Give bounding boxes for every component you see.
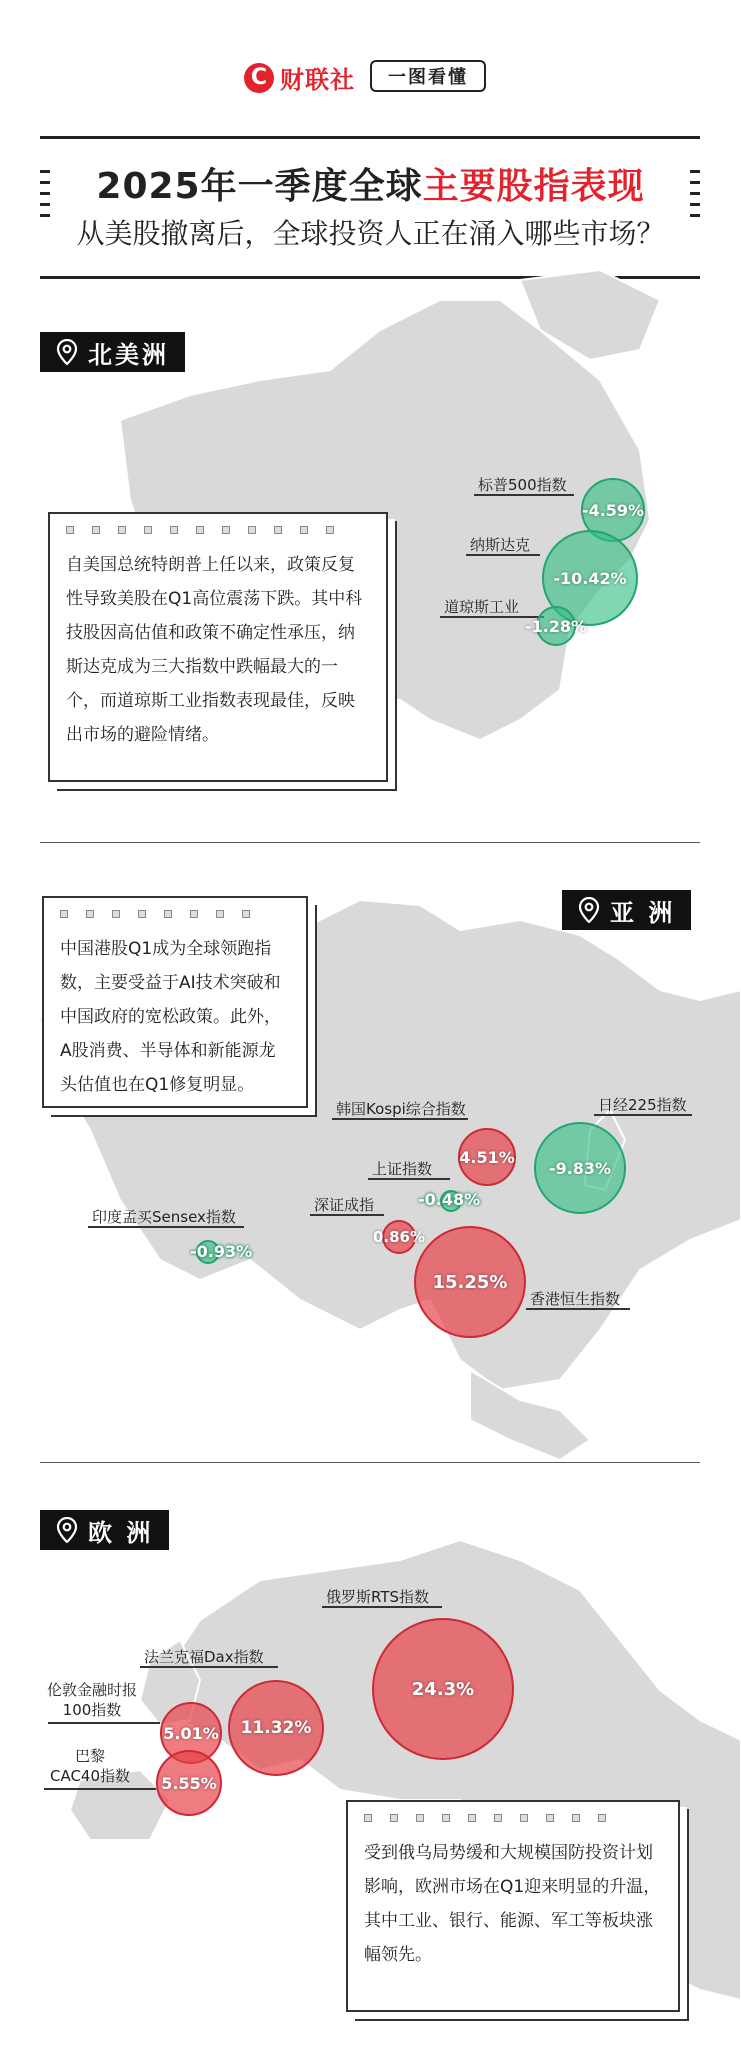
label-cac40 [40, 1746, 140, 1786]
cls-logo-text: 财联社 [280, 66, 355, 94]
label-line [594, 1114, 692, 1116]
header-tag: 一图看懂 [370, 60, 486, 92]
title-part2: 主要股指表现 [422, 166, 645, 207]
page-subtitle: 从美股撤离后，全球投资人正在涌入哪些市场？ [76, 217, 665, 250]
north-america-commentary: 自美国总统特朗普上任以来，政策反复性导致美股在Q1高位震荡下跌。其中科技股因高估值和政策不确定性承压，纳斯达克成为三大指数中跌幅最大的一个，而道琼斯工业指数表现最佳，反映出市场的避险情绪。 [66, 555, 363, 745]
label-sp500: 标普500指数 [478, 476, 567, 494]
card-dots [50, 514, 386, 534]
label-line [140, 1666, 278, 1668]
value-cac40: 5.55% [161, 1773, 217, 1793]
cls-logo-mark: C [244, 63, 274, 93]
label-line [332, 1118, 468, 1120]
section-separator [40, 1462, 700, 1463]
section-separator [40, 842, 700, 843]
label-line [466, 554, 540, 556]
label-hang-seng: 香港恒生指数 [530, 1290, 621, 1308]
label-line [322, 1606, 442, 1608]
label-dow: 道琼斯工业 [444, 598, 520, 616]
label-ftse [42, 1680, 142, 1720]
label-ftse-line2: 100指数 [62, 1701, 122, 1719]
label-nikkei: 日经225指数 [598, 1096, 687, 1114]
card-dots [348, 1802, 678, 1822]
title-part1: 2025年一季度全球 [96, 166, 423, 207]
value-dax: 11.32% [240, 1718, 312, 1738]
location-pin-icon [578, 897, 600, 923]
label-line [48, 1722, 160, 1724]
label-line [44, 1788, 156, 1790]
bubble-hang-seng [414, 1226, 526, 1338]
region-name: 欧 洲 [88, 1518, 154, 1547]
value-nikkei: -9.83% [548, 1158, 612, 1178]
region-name: 北美洲 [88, 340, 169, 369]
region-name: 亚 洲 [610, 898, 676, 927]
label-nasdaq: 纳斯达克 [470, 536, 531, 554]
label-kospi: 韩国Kospi综合指数 [336, 1100, 466, 1118]
value-sensex: -0.93% [190, 1242, 253, 1261]
value-ftse: 5.01% [163, 1723, 219, 1743]
value-dow: -1.28% [524, 616, 588, 636]
value-sp500: -4.59% [581, 500, 645, 520]
north-america-commentary-card [48, 512, 388, 782]
location-pin-icon [56, 1517, 78, 1543]
location-pin-icon [56, 339, 78, 365]
label-shanghai: 上证指数 [372, 1160, 433, 1178]
asia-commentary-card [42, 896, 308, 1108]
card-dots [44, 898, 306, 918]
region-tag-europe [40, 1510, 169, 1550]
europe-commentary-card [346, 1800, 680, 2012]
label-cac40-line1: 巴黎 [74, 1747, 105, 1765]
label-dax: 法兰克福Dax指数 [144, 1648, 264, 1666]
bubble-nikkei [534, 1122, 626, 1214]
label-line [368, 1178, 450, 1180]
region-tag-asia [562, 890, 691, 930]
bubble-rts [372, 1618, 514, 1760]
value-nasdaq: -10.42% [553, 568, 627, 588]
bubble-cac40 [156, 1750, 222, 1816]
label-line [310, 1214, 384, 1216]
label-ftse-line1: 伦敦金融时报 [46, 1681, 137, 1699]
value-shanghai: -0.48% [418, 1190, 481, 1209]
label-cac40-line2: CAC40指数 [49, 1767, 131, 1785]
label-rts: 俄罗斯RTS指数 [326, 1588, 430, 1606]
label-line [88, 1226, 244, 1228]
bubble-shenzhen [372, 1220, 426, 1254]
bubble-dow [524, 606, 588, 646]
label-line [474, 494, 574, 496]
bubble-dax [228, 1680, 324, 1776]
bubble-kospi [458, 1128, 516, 1186]
value-hang-seng: 15.25% [432, 1271, 508, 1293]
asia-commentary: 中国港股Q1成为全球领跑指数，主要受益于AI技术突破和中国政府的宽松政策。此外，A股消费、半导体和新能源龙头估值也在Q1修复明显。 [60, 939, 281, 1095]
value-rts: 24.3% [411, 1678, 475, 1700]
value-shenzhen: 0.86% [372, 1228, 426, 1246]
europe-commentary: 受到俄乌局势缓和大规模国防投资计划影响，欧洲市场在Q1迎来明显的升温，其中工业、银行、能源、军工等板块涨幅领先。 [364, 1843, 661, 1965]
label-shenzhen: 深证成指 [314, 1196, 375, 1214]
label-line [526, 1308, 630, 1310]
label-sensex: 印度孟买Sensex指数 [92, 1208, 236, 1226]
region-tag-north-america [40, 332, 185, 372]
value-kospi: 4.51% [459, 1147, 515, 1167]
